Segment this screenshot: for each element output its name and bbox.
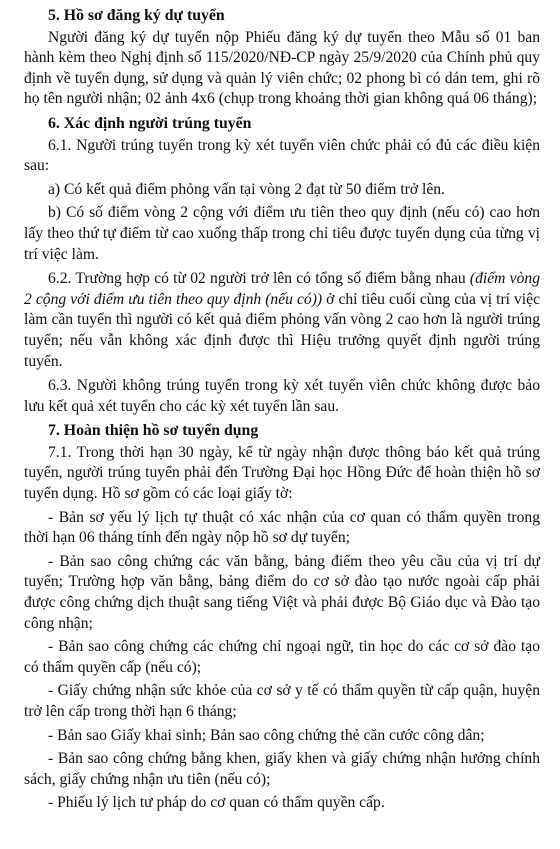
section-heading-xac-dinh-trung-tuyen: 6. Xác định người trúng tuyển — [48, 114, 252, 132]
list-item-ly-lich-tu-phap: - Phiếu lý lịch tư pháp do cơ quan có thẩm quyền cấp. — [48, 794, 385, 812]
paragraph-6-3: 6.3. Người không trúng tuyển trong kỳ xét tuyển viên chức không được bảo lưu kết quả xét tuyển cho các kỳ xét tuyển lần sau. — [24, 377, 540, 415]
list-item-bang-khen: - Bản sao công chứng bằng khen, giấy khen và giấy chứng nhận hưởng chính sách, giấy chứng nhận ưu tiên (nếu có); — [24, 750, 540, 788]
list-item-van-bang: - Bản sao công chứng các văn bằng, bảng điểm theo yêu cầu của vị trí dự tuyển; Trường hợp văn bằng, bảng điểm do cơ sở đào tạo nước ngoài cấp phải được công chứng dịch thuật sang tiếng Việt và phải được Bộ Giáo dục và Đào tạo công nhận; — [24, 552, 540, 632]
paragraph-6-2-text-end: ở chỉ tiêu cuối cùng của vị trí việc làm cần tuyển thì người có kết quả điểm phỏng vấn vòng 2 cao hơn là người trúng tuyển; nếu vẫn không xác định được thì Hiệu trưởng quyết định người trúng tuyển. — [24, 290, 540, 370]
section-heading-ho-so-dang-ky: 5. Hồ sơ đăng ký dự tuyển — [48, 7, 225, 24]
paragraph-6-2-text-start: 6.2. Trường hợp có từ 02 người trở lên có tổng số điểm bằng nhau — [48, 270, 470, 288]
paragraph-6-1: 6.1. Người trúng tuyển trong kỳ xét tuyển viên chức phải có đủ các điều kiện sau: — [24, 136, 540, 175]
list-item-giay-khai-sinh: - Bản sao Giấy khai sinh; Bản sao công chứng thẻ căn cước công dân; — [48, 726, 485, 744]
list-item-so-yeu-ly-lich: - Bản sơ yếu lý lịch tự thuật có xác nhận của cơ quan có thẩm quyền trong thời hạn 06 tháng tính đến ngày nộp hồ sơ dự tuyển; — [24, 508, 540, 547]
paragraph-ho-so-dang-ky: Người đăng ký dự tuyển nộp Phiếu đăng ký dự tuyển theo Mẫu số 01 ban hành kèm theo Nghị định số 115/2020/NĐ-CP ngày 25/9/2020 của Chính phủ quy định về tuyển dụng, sử dụng và quản lý viên chức; 02 phong bì có dán tem, ghi rõ họ tên người nhận; 02 ảnh 4x6 (chụp trong khoảng thời gian không quá 06 tháng); — [24, 28, 540, 108]
paragraph-6-1-b: b) Có số điểm vòng 2 cộng với điểm ưu tiên theo quy định (nếu có) cao hơn lấy theo thứ tự điểm từ cao xuống thấp trong chỉ tiêu được tuyển dụng của từng vị trí việc làm. — [24, 204, 540, 263]
paragraph-6-2-italic-note: (điểm vòng 2 cộng với điểm ưu tiên theo quy định (nếu có)) — [24, 270, 540, 308]
paragraph-6-1-a: a) Có kết quả điểm phỏng vấn tại vòng 2 đạt từ 50 điểm trở lên. — [48, 180, 445, 198]
list-item-chung-chi: - Bản sao công chứng các chứng chỉ ngoại ngữ, tin học do các cơ sở đào tạo có thẩm quyền cấp (nếu có); — [24, 638, 540, 676]
list-item-giay-suc-khoe: - Giấy chứng nhận sức khỏe của cơ sở y tế có thẩm quyền từ cấp quận, huyện trở lên cấp trong thời hạn 6 tháng; — [24, 682, 540, 720]
paragraph-6-2 — [24, 269, 540, 372]
section-heading-hoan-thien-ho-so: 7. Hoàn thiện hồ sơ tuyển dụng — [48, 422, 259, 440]
paragraph-7-1: 7.1. Trong thời hạn 30 ngày, kể từ ngày nhận được thông báo kết quả trúng tuyển, người trúng tuyển phải đến Trường Đại học Hồng Đức để hoàn thiện hồ sơ tuyển dụng. Hồ sơ gồm có các loại giấy tờ: — [24, 443, 540, 503]
